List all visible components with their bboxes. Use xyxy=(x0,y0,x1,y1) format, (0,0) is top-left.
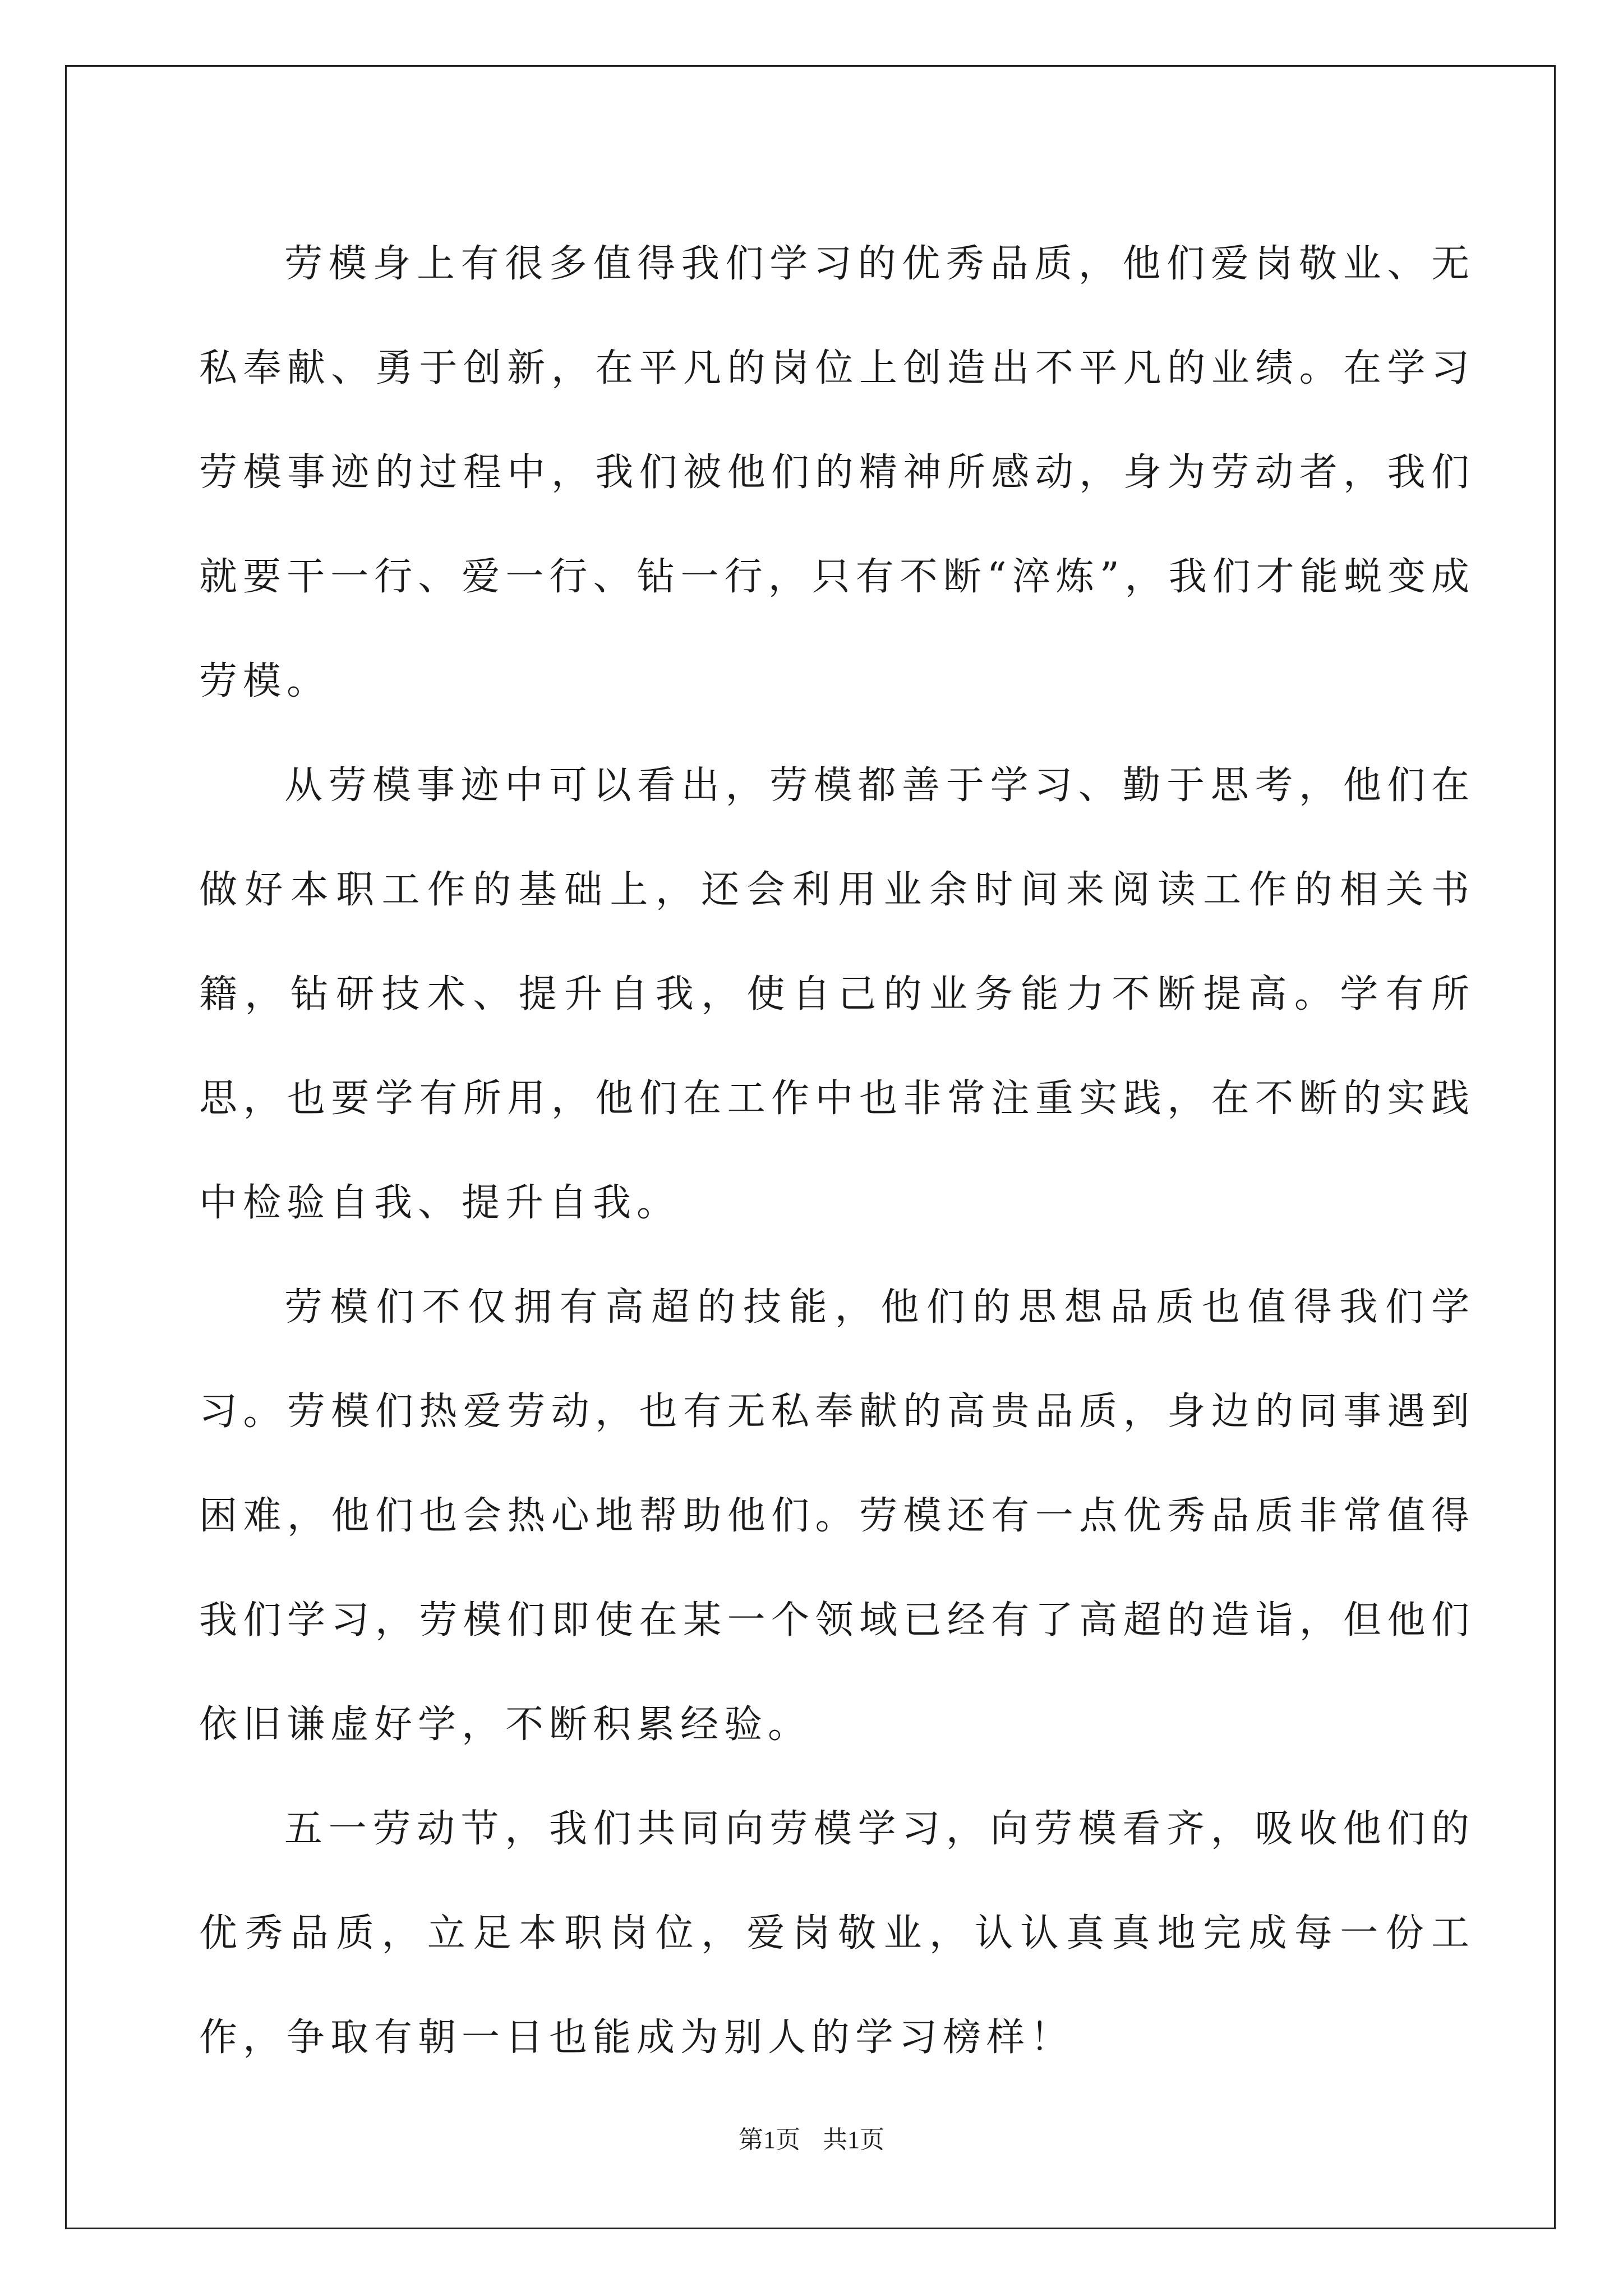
page-number: 第1页 xyxy=(739,2126,800,2154)
document-body xyxy=(199,212,1475,2090)
paragraph-2: 从劳模事迹中可以看出，劳模都善于学习、勤于思考，他们在做好本职工作的基础上，还会利用业余时间来阅读工作的相关书籍，钻研技术、提升自我，使自己的业务能力不断提高。学有所思，也要学有所用，他们在工作中也非常注重实践，在不断的实践中检验自我、提升自我。 xyxy=(199,763,1475,1225)
page-total: 共1页 xyxy=(823,2126,884,2154)
page-footer xyxy=(0,2119,1623,2155)
paragraph-1: 劳模身上有很多值得我们学习的优秀品质，他们爱岗敬业、无私奉献、勇于创新，在平凡的岗位上创造出不平凡的业绩。在学习劳模事迹的过程中，我们被他们的精神所感动，身为劳动者，我们就要干一行、爱一行、钻一行，只有不断“淬炼”，我们才能蜕变成劳模。 xyxy=(199,242,1475,703)
paragraph-3: 劳模们不仅拥有高超的技能，他们的思想品质也值得我们学习。劳模们热爱劳动，也有无私奉献的高贵品质，身边的同事遇到困难，他们也会热心地帮助他们。劳模还有一点优秀品质非常值得我们学习，劳模们即使在某一个领域已经有了高超的造诣，但他们依旧谦虚好学，不断积累经验。 xyxy=(199,1285,1475,1747)
paragraph-4: 五一劳动节，我们共同向劳模学习，向劳模看齐，吸收他们的优秀品质，立足本职岗位，爱岗敬业，认认真真地完成每一份工作，争取有朝一日也能成为别人的学习榜样！ xyxy=(199,1807,1475,2060)
